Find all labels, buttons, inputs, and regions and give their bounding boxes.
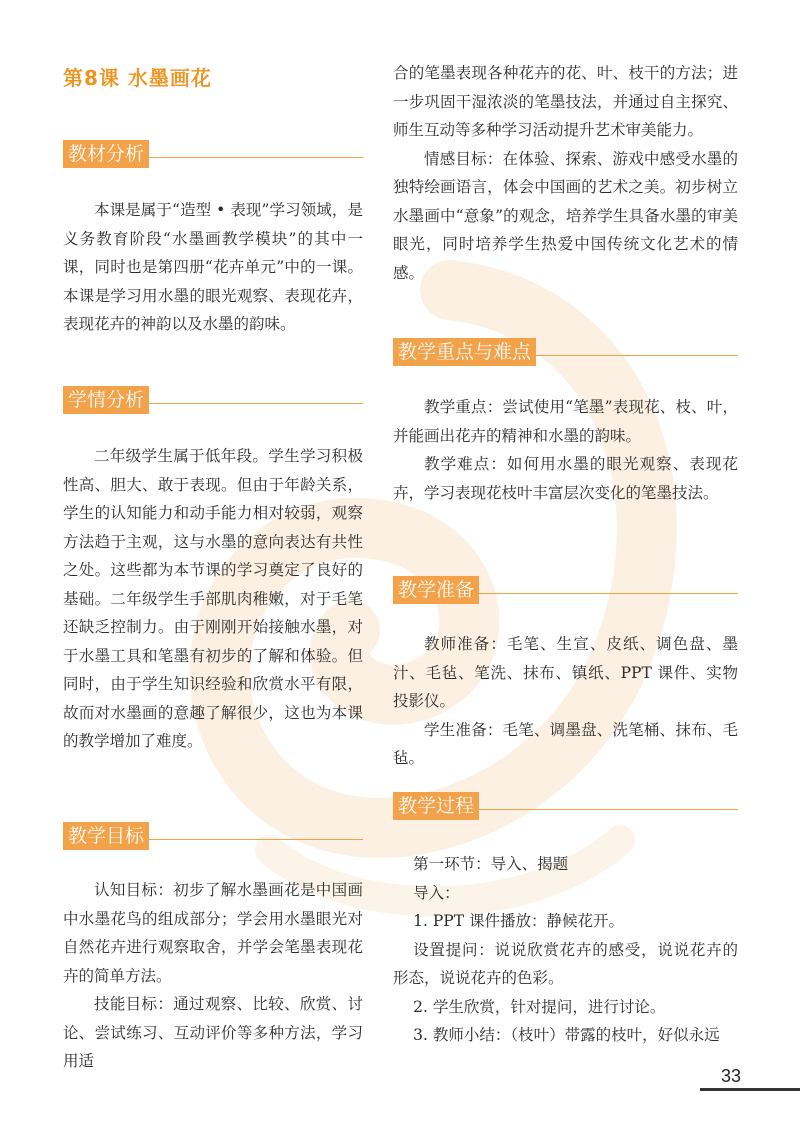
paragraph: 情感目标：在体验、探索、游戏中感受水墨的独特绘画语言，体会中国画的艺术之美。初步树立水墨画中“意象”的观念，培养学生具备水墨的审美眼光，同时培养学生热爱中国传统文化艺术的情感。 [393,149,738,282]
heading-label: 教学准备 [393,576,479,604]
paragraph: 学生准备：毛笔、调墨盘、洗笔桶、抹布、毛毡。 [393,720,738,767]
paragraph: 二年级学生属于低年段。学生学习积极性高、胆大、敢于表现。但由于年龄关系，学生的认知能力和动手能力相对较弱，观察方法趋于主观，这与水墨的意向表达有共性之处。这些都为本节课的学习奠定了良好的基础。二年级学生手部肌肉稚嫩，对于毛笔还缺乏控制力。由于刚刚开始接触水墨，对于水墨工具和笔墨有初步的了解和体验。但同时，由于学生知识经验和欣赏水平有限，故而对水墨画的意趣了解很少，这也为本课的教学增加了难度。 [63,447,363,750]
section-body-mubiao [63,876,363,1076]
section-heading-jiaocai [63,140,363,170]
paragraph: 合的笔墨表现各种花卉的花、叶、枝干的方法；进一步巩固干湿浓淡的笔墨技法，并通过自主探究、师生互动等多种学习活动提升艺术审美能力。 [393,64,738,139]
section-body-zhongdian [393,393,738,507]
heading-label: 教学过程 [393,792,479,820]
section-body-guocheng [393,850,738,1050]
paragraph: 教学重点：尝试使用“笔墨”表现花、枝、叶，并能画出花卉的精神和水墨的韵味。 [393,398,738,445]
page-title: 第8课 水墨画花 [63,66,212,90]
process-line: 导入： [413,883,460,902]
heading-label: 教学重点与难点 [393,338,536,366]
process-line: 3. 教师小结：（枝叶）带露的枝叶，好似永远 [413,1026,720,1044]
paragraph: 教师准备：毛笔、生宣、皮纸、调色盘、墨汁、毛毡、笔洗、抹布、镇纸、PPT 课件、实物投影仪。 [393,635,738,710]
section-body-xueqing [63,442,363,756]
page-number-bar [700,1088,800,1091]
section-body-zhunbei [393,630,738,773]
section-heading-mubiao [63,822,363,852]
paragraph: 本课是属于“造型 • 表现”学习领域，是义务教育阶段“水墨画教学模块”的其中一课，同时也是第四册“花卉单元”中的一课。本课是学习用水墨的眼光观察、表现花卉，表现花卉的神韵以及水墨的韵味。 [63,201,363,333]
section-body-jiaocai [63,196,363,339]
section-heading-xueqing [63,386,363,416]
section-body-mubiao-continued [393,59,738,287]
section-heading-guocheng [393,792,738,822]
paragraph: 技能目标：通过观察、比较、欣赏、讨论、尝试练习、互动评价等多种方法，学习用适 [63,995,363,1070]
process-line: 1. PPT 课件播放：静候花开。 [413,912,624,930]
process-line: 第一环节：导入、揭题 [413,855,569,873]
heading-label: 学情分析 [63,386,149,414]
paragraph: 教学难点：如何用水墨的眼光观察、表现花卉，学习表现花枝叶丰富层次变化的笔墨技法。 [393,455,738,502]
page-number: 33 [721,1066,742,1086]
process-line: 设置提问：说说欣赏花卉的感受，说说花卉的形态，说说花卉的色彩。 [393,940,738,987]
heading-label: 教材分析 [63,140,149,168]
process-line: 2. 学生欣赏，针对提问，进行讨论。 [413,997,666,1016]
paragraph: 认知目标：初步了解水墨画花是中国画中水墨花鸟的组成部分；学会用水墨眼光对自然花卉进行观察取舍，并学会笔墨表现花卉的简单方法。 [63,881,363,985]
heading-label: 教学目标 [63,822,149,850]
section-heading-zhunbei [393,576,738,606]
section-heading-zhongdian [393,338,738,368]
